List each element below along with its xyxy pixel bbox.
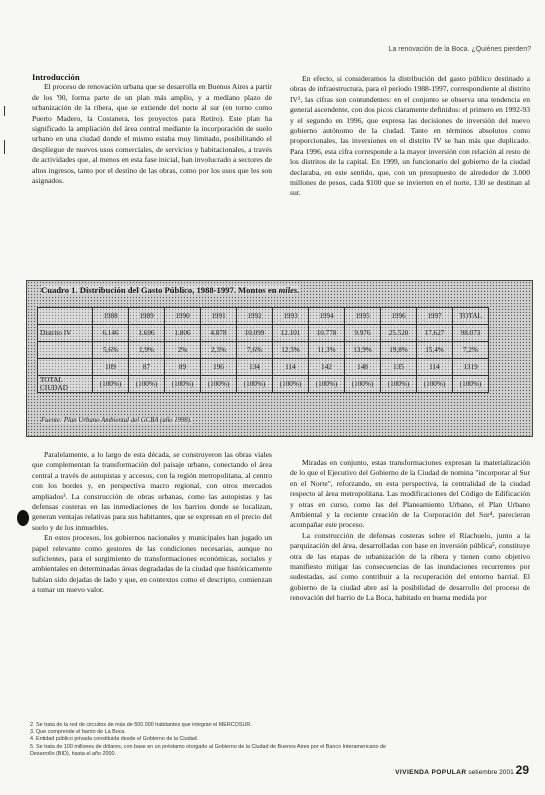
table-cell: (100%) xyxy=(165,376,201,393)
paragraph: Paralelamente, a lo largo de esta década, se construyeron las obras viales que complementan la transformación del paisaje urbano, conectando el área central a través de autopistas y accesos, con la región metropolitana, al centro con los bordes y, en perspectiva macro regional, con otros mercados ampliados³. La construcción de obras urbanas, como las autopistas y las defensas costeras en las inmediaciones de los barrios donde se localizan, generan ventajas relativas para sus habitantes, que se expresan en el precio del suelo y de los inmuebles. xyxy=(32,450,272,532)
table-row xyxy=(38,359,489,376)
table-cell: 4.878 xyxy=(201,325,237,342)
year-header-cell: 1988 xyxy=(93,308,129,325)
running-head: La renovación de la Boca. ¿Quiénes pierden? xyxy=(388,46,531,53)
table-cell: 148 xyxy=(345,359,381,376)
table-cell: 7,6% xyxy=(237,342,273,359)
bottom-left-column xyxy=(32,450,272,596)
table-cell: (100%) xyxy=(237,376,273,393)
year-header-cell: TOTAL xyxy=(453,308,489,325)
year-header-cell: 1994 xyxy=(309,308,345,325)
table-cell: 12,5% xyxy=(273,342,309,359)
table-cell: 25.520 xyxy=(381,325,417,342)
row-label-cell xyxy=(38,359,93,376)
page-footer xyxy=(395,763,529,777)
table-cell: (100%) xyxy=(273,376,309,393)
table-cell: (100%) xyxy=(345,376,381,393)
table-cell: 12.101 xyxy=(273,325,309,342)
paragraph: El proceso de renovación urbana que se desarrolla en Buenos Aires a partir de los '90, forma parte de un plan más amplio, y a mediano plazo de urbanización de la ribera, que se extiende del norte al sur (en torno como Puerto Madero, la Costanera, los proyectos para Retiro). Este plan ha significado la ampliación del área central mediante la incorporación de suelo urbano en una ciudad donde el mismo estaba muy limitado, posibilitando el despliegue de nuevos usos comerciales, de servicios y habitacionales, a través de actividades que, al menos en esta fase inicial, han involucrado a sectores de altos ingresos, tanto por el destino de las obras, como por los usos que les son asignados. xyxy=(32,82,272,186)
table-row xyxy=(38,325,489,342)
scan-edge-mark xyxy=(4,106,5,116)
row-label-cell: Distrito IV xyxy=(38,325,93,342)
table-cell: 87 xyxy=(129,359,165,376)
publication-name: VIVIENDA POPULAR xyxy=(395,769,467,776)
table-cell: (100%) xyxy=(201,376,237,393)
table-cell: (100%) xyxy=(417,376,453,393)
table-cell: 5,6% xyxy=(93,342,129,359)
table-cell: 89 xyxy=(165,359,201,376)
page-number: 29 xyxy=(515,763,529,777)
table-cell: 2,3% xyxy=(201,342,237,359)
table-cell: 134 xyxy=(237,359,273,376)
table-cell: 142 xyxy=(309,359,345,376)
paragraph: En efecto, si consideramos la distribución del gasto público destinado a obras de infraestructura, para el período 1988-1997, correspondiente al distrito IV², las cifras son contundentes: en el conjunto se observa una tendencia en general ascendente, con dos picos claramente definidos: el primero en 1992-93 y el segundo en 1996, que expresa las decisiones de inversión del nuevo gobierno autónomo de la ciudad. Tanto en términos absolutos como proporcionales, las inversiones en el distrito IV se han más que duplicado. Para 1996, esta cifra corresponde a la mayor inversión con relación al resto de los distritos de la capital. En 1999, un funcionario del gobierno de la ciudad declaraba, en este sentido, que, con un presupuesto de alrededor de 3.000 millones de pesos, cada $100 que se invierten en el norte, 130 se destinan al sur. xyxy=(290,74,530,198)
footnote: 4. Entidad público privada constituida desde el Gobierno de la Ciudad. xyxy=(30,736,199,743)
publication-date: setiembre 2001 xyxy=(468,769,514,776)
expenditure-table-box xyxy=(26,280,533,437)
year-header-cell: 1990 xyxy=(165,308,201,325)
scan-edge-mark xyxy=(4,140,5,154)
year-header-cell: 1989 xyxy=(129,308,165,325)
table-cell: (100%) xyxy=(129,376,165,393)
table-cell: (100%) xyxy=(309,376,345,393)
table-cell: 114 xyxy=(273,359,309,376)
table-cell: (100%) xyxy=(453,376,489,393)
year-header-cell: 1997 xyxy=(417,308,453,325)
table-cell: 19,8% xyxy=(381,342,417,359)
table-header-row xyxy=(38,308,489,325)
binder-hole xyxy=(17,510,29,526)
caption-unit: miles. xyxy=(278,285,300,295)
table-row xyxy=(38,342,489,359)
table-cell: 1,9% xyxy=(129,342,165,359)
table-cell: 135 xyxy=(381,359,417,376)
table-cell: 2% xyxy=(165,342,201,359)
expenditure-table xyxy=(37,307,489,393)
table-cell: 15,4% xyxy=(417,342,453,359)
table-cell: 13,9% xyxy=(345,342,381,359)
year-header-cell: 1995 xyxy=(345,308,381,325)
year-header-cell: 1992 xyxy=(237,308,273,325)
paragraph: Miradas en conjunto, estas transformaciones expresan la materialización de lo que el Ejecutivo del Gobierno de la Ciudad de nomina "incorporar al Sur en el Norte", reforzando, en esta perspectiva, la centralidad de la ciudad respecto al área metropolitana. Las modificaciones del Código de Edificación y otras en curso, como las del Planeamiento Urbano, el Plan Urbano Ambiental y la reciente creación de la Corporación del Sur⁴, parecieran acompañar este proceso. xyxy=(290,458,530,530)
table-cell: 17.627 xyxy=(417,325,453,342)
table-cell: 114 xyxy=(417,359,453,376)
table-cell: 7,2% xyxy=(453,342,489,359)
footnote: 5. Se trata de 100 millones de dólares, con base en un préstamo otorgado al Gobierno de la Ciudad de Buenos Aires por el Banco Interamericano de xyxy=(30,743,387,750)
table-caption: Cuadro 1. Distribución del Gasto Público, 1988-1997. Montos en miles. xyxy=(41,285,300,295)
table-cell: 11,3% xyxy=(309,342,345,359)
table-cell: (100%) xyxy=(93,376,129,393)
paragraph: La construcción de defensas costeras sobre el Riachuelo, junto a la parquización del área, desarrolladas con base en inversión pública⁵, constituye otra de las etapas de urbanización de la ribera y tienen como objetivo manifiesto mitigar las consecuencias de las inundaciones recurrentes por sudestadas, así como contribuir a la recuperación del entorno barrial. El gobierno de la ciudad abre así la posibilidad de desarrollo del proceso de renovación del barrio de La Boca, habitado en buena medida por xyxy=(290,530,530,603)
footnote: 3. Que comprende el barrio de La Boca. xyxy=(30,729,126,736)
year-header-cell: 1993 xyxy=(273,308,309,325)
paragraph: En estos procesos, los gobiernos nacionales y municipales han jugado un papel relevante como gestores de las condiciones necesarias, aunque no suficientes, para el surgimiento de transformaciones económicas, sociales y ambientales en determinadas áreas degradadas de la ciudad que históricamente habían sido dejadas de lado y que, en contextos como el descripto, comienzan a tomar un nuevo valor. xyxy=(32,533,272,595)
row-label-cell: TOTAL CIUDAD xyxy=(38,376,93,393)
footnote: 2. Se trata de la red de circuitos de más de 500.000 habitantes que integran el MERCOSUR. xyxy=(30,722,252,728)
intro-right-column xyxy=(290,74,530,199)
section-heading: Introducción xyxy=(32,72,80,82)
table-cell: 1.696 xyxy=(129,325,165,342)
table-cell: 1319 xyxy=(453,359,489,376)
year-header-cell: 1996 xyxy=(381,308,417,325)
footnote: Desarrollo (BID), hasta el año 2000. xyxy=(30,750,116,757)
intro-left-column xyxy=(32,72,272,186)
table-cell: 10.099 xyxy=(237,325,273,342)
table-cell: 9.976 xyxy=(345,325,381,342)
year-header-cell: 1991 xyxy=(201,308,237,325)
table-cell: 109 xyxy=(93,359,129,376)
table-cell: 196 xyxy=(201,359,237,376)
table-cell: 10.778 xyxy=(309,325,345,342)
table-cell: 1.806 xyxy=(165,325,201,342)
table-cell: (100%) xyxy=(381,376,417,393)
table-corner-cell xyxy=(38,308,93,325)
table-row xyxy=(38,376,489,393)
footnotes xyxy=(30,722,530,758)
table-source: Fuente: Plan Urbano Ambiental del GCBA (año 1998). xyxy=(41,417,192,424)
table-cell: 98.073 xyxy=(453,325,489,342)
table-cell: 6.146 xyxy=(93,325,129,342)
row-label-cell xyxy=(38,342,93,359)
bottom-right-column xyxy=(290,458,530,604)
